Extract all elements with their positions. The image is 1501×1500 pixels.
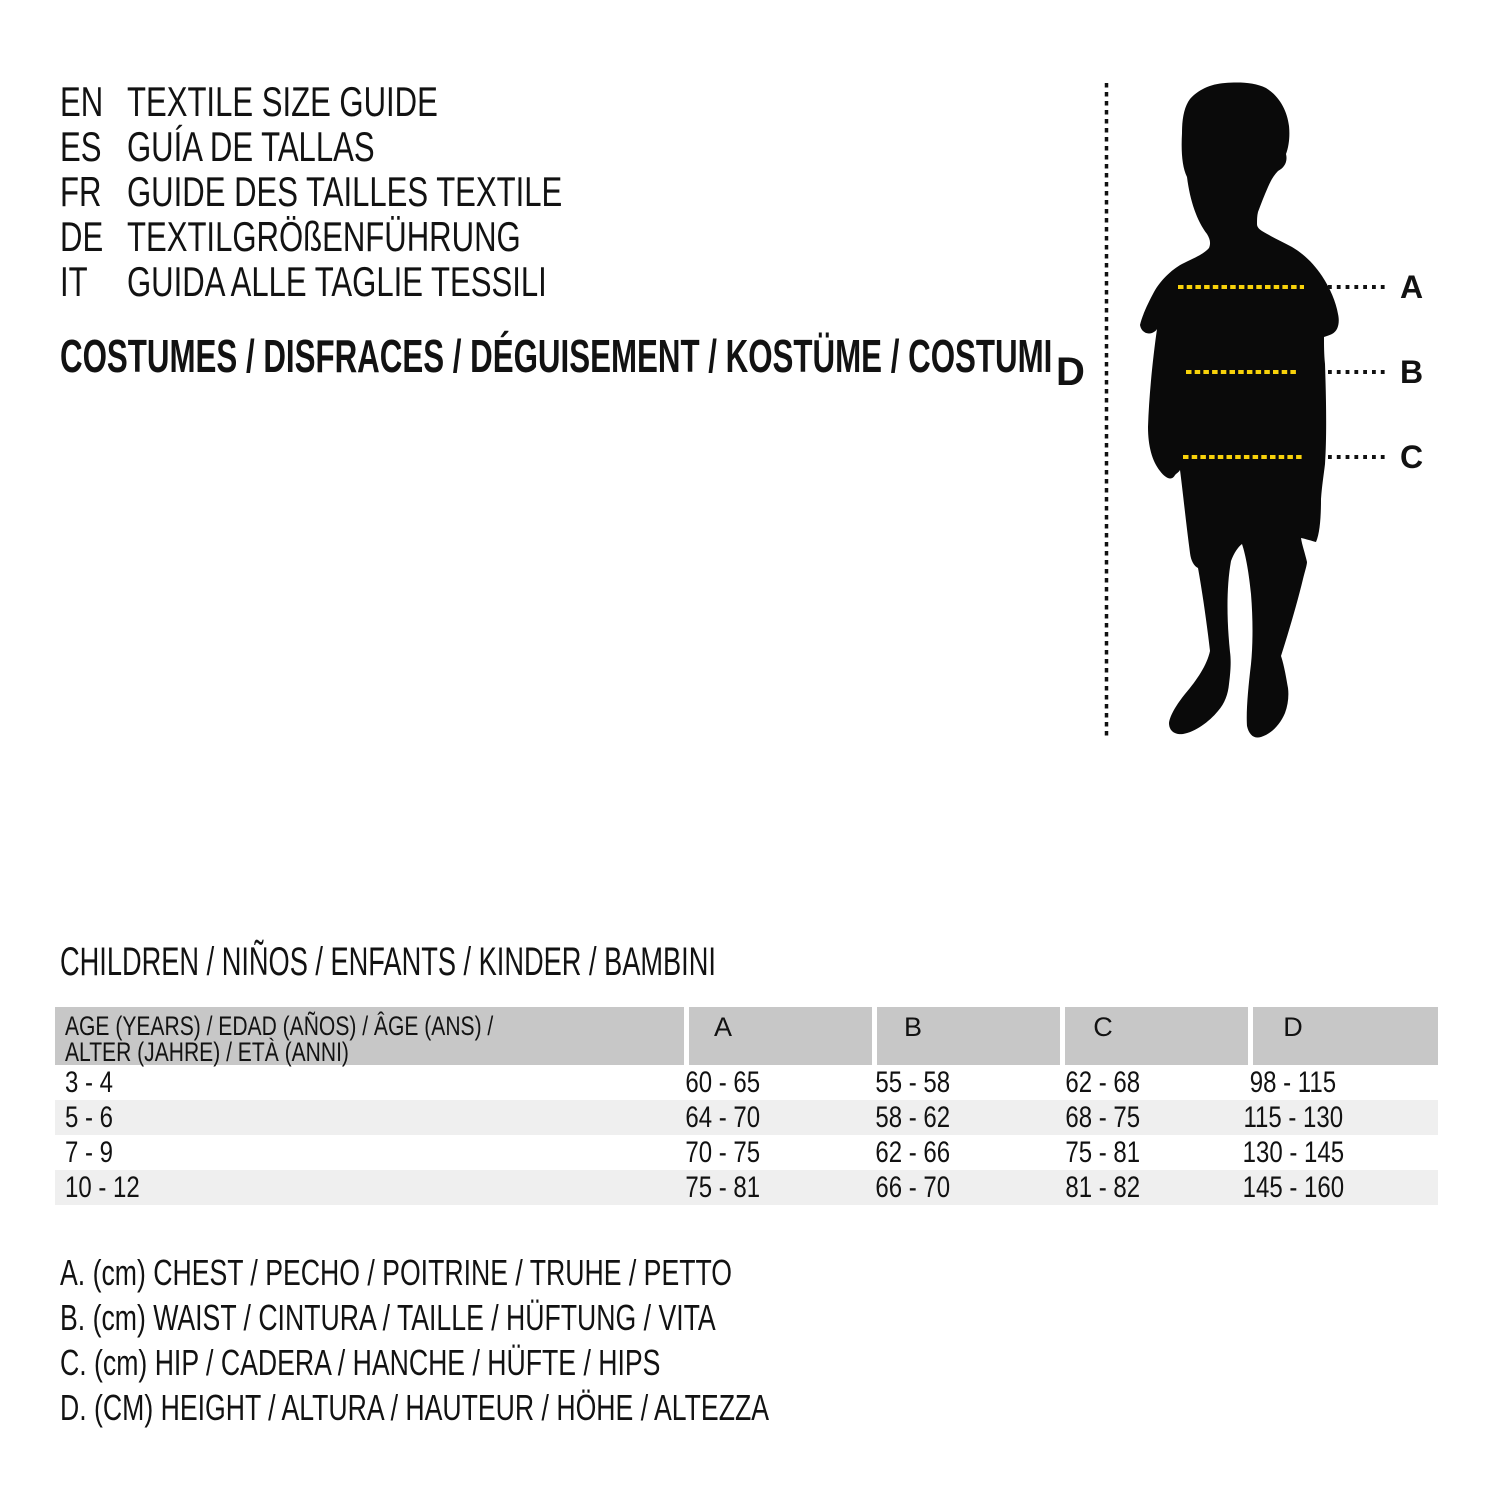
waist-value: 55 - 58 xyxy=(875,1065,951,1099)
column-header-d: D xyxy=(1283,1012,1303,1042)
measure-label-d: D xyxy=(1056,350,1085,394)
hip-cell xyxy=(1008,1171,1198,1205)
language-title: GUIDA ALLE TAGLIE TESSILI xyxy=(127,258,547,305)
hip-value: 75 - 81 xyxy=(1065,1135,1141,1169)
height-value: 130 - 145 xyxy=(1242,1135,1344,1169)
language-code: ES xyxy=(60,123,102,170)
hip-value: 68 - 75 xyxy=(1065,1100,1141,1134)
language-code: IT xyxy=(60,258,88,305)
age-value: 7 - 9 xyxy=(65,1135,114,1169)
language-code: DE xyxy=(60,213,104,260)
waist-value: 62 - 66 xyxy=(875,1135,951,1169)
legend-text: B. (cm) WAIST / CINTURA / TAILLE / HÜFTUNG / VITA xyxy=(60,1297,716,1338)
section-title-wrap xyxy=(60,942,1025,982)
height-value: 145 - 160 xyxy=(1242,1170,1344,1204)
hip-value: 62 - 68 xyxy=(1065,1065,1141,1099)
table-row xyxy=(55,1170,1438,1205)
legend-text: D. (CM) HEIGHT / ALTURA / HAUTEUR / HÖHE / ALTEZZA xyxy=(60,1387,770,1428)
measure-label-a: A xyxy=(1400,269,1424,305)
age-header-line1: AGE (YEARS) / EDAD (AÑOS) / ÂGE (ANS) / xyxy=(65,1011,494,1041)
hip-cell xyxy=(1008,1136,1198,1170)
chest-cell xyxy=(628,1171,818,1205)
column-header-b: B xyxy=(903,1012,922,1042)
legend-line-hip xyxy=(60,1343,871,1383)
child-silhouette xyxy=(1140,83,1339,738)
hip-cell xyxy=(1008,1066,1198,1100)
legend-line-waist xyxy=(60,1298,946,1338)
legend-text: A. (cm) CHEST / PECHO / POITRINE / TRUHE / PETTO xyxy=(60,1252,733,1293)
age-cell xyxy=(55,1066,628,1100)
waist-cell xyxy=(818,1066,1008,1100)
chest-cell xyxy=(628,1066,818,1100)
waist-cell xyxy=(818,1171,1008,1205)
legend-text: C. (cm) HIP / CADERA / HANCHE / HÜFTE / HIPS xyxy=(60,1342,661,1383)
language-title: TEXTILE SIZE GUIDE xyxy=(127,78,438,125)
waist-value: 58 - 62 xyxy=(875,1100,951,1134)
height-cell xyxy=(1198,1171,1388,1205)
language-title: TEXTILGRÖßENFÜHRUNG xyxy=(127,213,521,260)
waist-cell xyxy=(818,1136,1008,1170)
column-header-a: A xyxy=(713,1012,732,1042)
section-title: CHILDREN / NIÑOS / ENFANTS / KINDER / BAMBINI xyxy=(60,940,716,984)
age-header-line2: ALTER (JAHRE) / ETÀ (ANNI) xyxy=(65,1037,349,1067)
table-row xyxy=(55,1100,1438,1135)
column-header-c: C xyxy=(1093,1012,1113,1042)
age-cell xyxy=(55,1136,628,1170)
language-title: GUÍA DE TALLAS xyxy=(127,123,375,170)
age-value: 5 - 6 xyxy=(65,1100,114,1134)
chest-value: 75 - 81 xyxy=(685,1170,761,1204)
height-cell xyxy=(1198,1101,1388,1135)
table-row xyxy=(55,1065,1438,1100)
chest-cell xyxy=(628,1101,818,1135)
age-cell xyxy=(55,1101,628,1135)
legend-line-chest xyxy=(60,1253,968,1293)
language-code: FR xyxy=(60,168,102,215)
hip-value: 81 - 82 xyxy=(1065,1170,1141,1204)
age-value: 3 - 4 xyxy=(65,1065,114,1099)
chest-value: 70 - 75 xyxy=(685,1135,761,1169)
height-cell xyxy=(1198,1066,1388,1100)
table-row xyxy=(55,1135,1438,1170)
category-line: COSTUMES / DISFRACES / DÉGUISEMENT / KOSTÜME / COSTUMI xyxy=(60,330,1053,382)
measure-label-c: C xyxy=(1400,439,1424,475)
chest-value: 60 - 65 xyxy=(685,1065,761,1099)
height-value: 115 - 130 xyxy=(1243,1100,1343,1134)
age-cell xyxy=(55,1171,628,1205)
chest-value: 64 - 70 xyxy=(685,1100,761,1134)
height-cell xyxy=(1198,1136,1388,1170)
age-value: 10 - 12 xyxy=(65,1170,140,1204)
measure-label-b: B xyxy=(1400,354,1424,390)
language-title: GUIDE DES TAILLES TEXTILE xyxy=(127,168,563,215)
child-silhouette-figure xyxy=(1100,75,1440,745)
age-column-header xyxy=(65,1013,614,1065)
height-value: 98 - 115 xyxy=(1249,1065,1337,1099)
hip-cell xyxy=(1008,1101,1198,1135)
waist-cell xyxy=(818,1101,1008,1135)
legend-line-height xyxy=(60,1388,1018,1428)
waist-value: 66 - 70 xyxy=(875,1170,951,1204)
chest-cell xyxy=(628,1136,818,1170)
language-code: EN xyxy=(60,78,104,125)
